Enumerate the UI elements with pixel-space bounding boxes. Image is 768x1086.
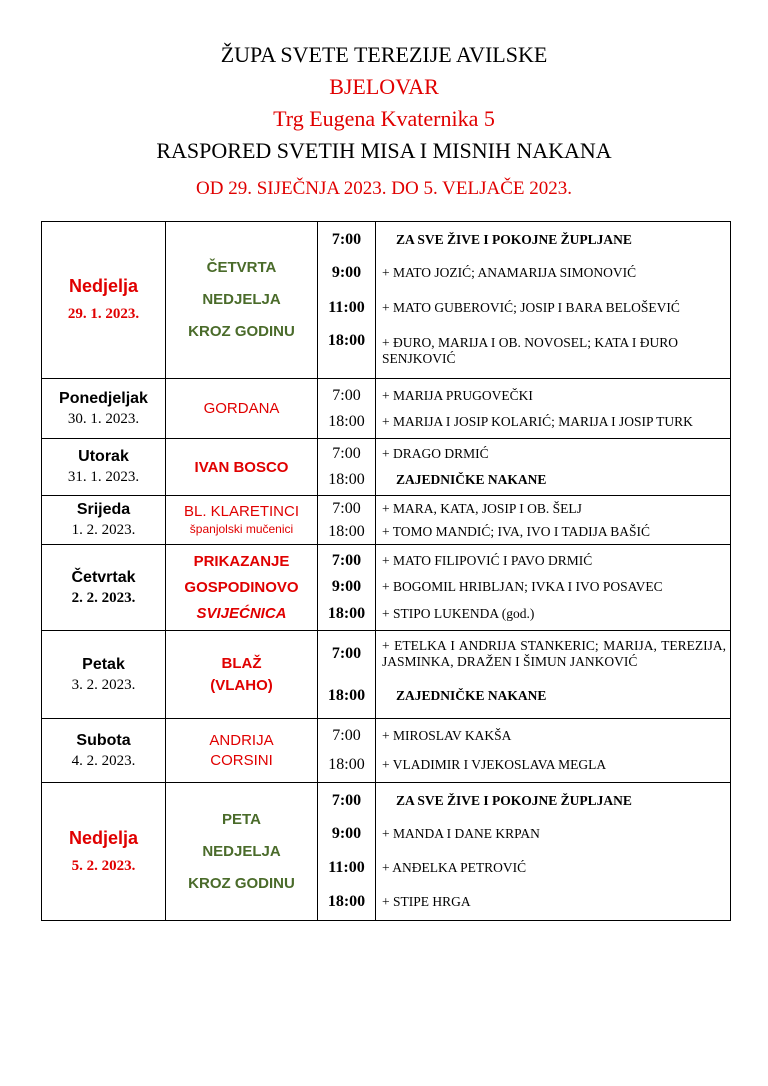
mass-intention: ZAJEDNIČKE NAKANE	[396, 687, 547, 703]
day-cell	[42, 783, 166, 921]
mass-time: 7:00	[332, 386, 361, 404]
day-date: 5. 2. 2023.	[71, 857, 136, 874]
date-range: OD 29. SIJEČNJA 2023. DO 5. VELJAČE 2023.	[196, 178, 572, 199]
mass-intention: + ĐURO, MARIJA I OB. NOVOSEL; KATA I ĐURO SENJKOVIĆ	[382, 335, 679, 366]
time-cell	[318, 222, 376, 379]
mass-time: 7:00	[332, 499, 361, 517]
saint-cell	[166, 719, 318, 783]
mass-time: 18:00	[327, 686, 366, 704]
mass-intention: + MARIJA I JOSIP KOLARIĆ; MARIJA I JOSIP TURK	[382, 413, 693, 429]
mass-intention: + STIPO LUKENDA (god.)	[382, 605, 535, 621]
mass-intention: + VLADIMIR I VJEKOSLAVA MEGLA	[382, 756, 607, 772]
mass-intention: + MATO FILIPOVIĆ I PAVO DRMIĆ	[382, 552, 593, 568]
day-name: Utorak	[78, 448, 129, 465]
mass-intention: + BOGOMIL HRIBLJAN; IVKA I IVO POSAVEC	[382, 578, 663, 594]
mass-time: 9:00	[331, 264, 362, 281]
saint-line: SVIJEĆNICA	[196, 604, 287, 622]
mass-intention: + DRAGO DRMIĆ	[382, 446, 489, 461]
saint-cell	[166, 439, 318, 496]
saint-cell	[166, 545, 318, 631]
day-cell	[42, 222, 166, 379]
day-name: Subota	[76, 731, 131, 749]
time-cell	[318, 719, 376, 783]
saint-line: BL. KLARETINCI	[183, 503, 300, 520]
intention-cell	[376, 631, 731, 719]
saint-line: GORDANA	[203, 400, 280, 417]
day-date: 31. 1. 2023.	[67, 469, 140, 485]
saint-line: ANDRIJA	[209, 731, 274, 749]
mass-intention: + MATO GUBEROVIĆ; JOSIP I BARA BELOŠEVIĆ	[382, 300, 680, 315]
city-name: BJELOVAR	[329, 74, 439, 99]
saint-line: IVAN BOSCO	[194, 458, 289, 476]
day-cell	[42, 379, 166, 439]
intention-cell	[376, 545, 731, 631]
saint-cell	[166, 631, 318, 719]
mass-time: 18:00	[328, 522, 365, 540]
saint-line: CORSINI	[210, 751, 273, 769]
day-date: 1. 2. 2023.	[71, 522, 136, 538]
day-name: Ponedjeljak	[59, 389, 148, 407]
intention-cell	[376, 496, 731, 545]
mass-time: 9:00	[331, 824, 362, 842]
table-row	[42, 496, 731, 545]
saint-line: španjolski mučenici	[189, 522, 294, 536]
table-row	[42, 783, 731, 921]
saint-cell	[166, 783, 318, 921]
mass-time: 18:00	[327, 332, 366, 349]
table-row	[42, 545, 731, 631]
day-cell	[42, 439, 166, 496]
mass-time: 9:00	[331, 577, 362, 595]
day-cell	[42, 496, 166, 545]
mass-time: 11:00	[328, 299, 365, 316]
day-name: Srijeda	[76, 501, 131, 518]
day-name: Nedjelja	[68, 276, 139, 296]
mass-time: 7:00	[331, 551, 362, 569]
table-row	[42, 439, 731, 496]
time-cell	[318, 439, 376, 496]
saint-cell	[166, 496, 318, 545]
mass-time: 18:00	[327, 892, 366, 910]
mass-intention: + TOMO MANDIĆ; IVA, IVO I TADIJA BAŠIĆ	[382, 523, 651, 539]
saint-cell	[166, 222, 318, 379]
day-name: Petak	[82, 655, 125, 673]
intention-cell	[376, 379, 731, 439]
table-row	[42, 379, 731, 439]
saint-line: PRIKAZANJE	[193, 552, 290, 570]
intention-cell	[376, 783, 731, 921]
mass-intention: + MIROSLAV KAKŠA	[382, 727, 512, 743]
mass-intention: + ANĐELKA PETROVIĆ	[382, 859, 527, 875]
day-date: 29. 1. 2023.	[67, 306, 140, 322]
saint-line: GOSPODINOVO	[184, 578, 299, 596]
saint-cell	[166, 379, 318, 439]
mass-time: 7:00	[332, 445, 361, 462]
table-row	[42, 222, 731, 379]
time-cell	[318, 496, 376, 545]
day-cell	[42, 631, 166, 719]
saint-line: BLAŽ	[221, 654, 262, 672]
intention-cell	[376, 222, 731, 379]
saint-line: (VLAHO)	[210, 676, 273, 694]
mass-time: 18:00	[328, 471, 365, 488]
day-name: Nedjelja	[68, 827, 139, 848]
table-row	[42, 631, 731, 719]
saint-line: PETA	[222, 810, 261, 828]
time-cell	[318, 379, 376, 439]
table-row	[42, 719, 731, 783]
mass-time: 18:00	[328, 412, 365, 430]
mass-time: 11:00	[328, 858, 365, 876]
intention-cell	[376, 719, 731, 783]
day-date: 3. 2. 2023.	[71, 676, 136, 693]
mass-intention: ZA SVE ŽIVE I POKOJNE ŽUPLJANE	[396, 232, 632, 247]
mass-time: 18:00	[328, 755, 365, 773]
time-cell	[318, 783, 376, 921]
time-cell	[318, 631, 376, 719]
day-cell	[42, 719, 166, 783]
mass-schedule-table	[41, 221, 731, 921]
mass-intention: + ETELKA I ANDRIJA STANKERIC; MARIJA, TEREZIJA, JASMINKA, DRAŽEN I ŠIMUN JANKOVIĆ	[382, 637, 726, 669]
parish-name: ŽUPA SVETE TEREZIJE AVILSKE	[220, 42, 548, 67]
address: Trg Eugena Kvaternika 5	[273, 106, 495, 131]
day-name: Četvrtak	[71, 568, 136, 586]
day-date: 4. 2. 2023.	[71, 752, 136, 769]
saint-line: KROZ GODINU	[188, 874, 295, 892]
time-cell	[318, 545, 376, 631]
saint-line: KROZ GODINU	[188, 323, 295, 340]
mass-intention: + MARIJA PRUGOVEČKI	[382, 387, 533, 403]
mass-time: 7:00	[332, 726, 361, 744]
mass-intention: + MANDA I DANE KRPAN	[382, 825, 540, 841]
schedule-title: RASPORED SVETIH MISA I MISNIH NAKANA	[156, 138, 612, 163]
mass-time: 18:00	[327, 604, 366, 622]
mass-time: 7:00	[331, 231, 362, 248]
day-date: 2. 2. 2023.	[71, 589, 136, 606]
mass-time: 7:00	[331, 791, 362, 809]
saint-line: ČETVRTA	[206, 259, 277, 276]
mass-intention: ZAJEDNIČKE NAKANE	[396, 472, 547, 487]
day-date: 30. 1. 2023.	[67, 410, 140, 427]
intention-cell	[376, 439, 731, 496]
saint-line: NEDJELJA	[202, 291, 281, 308]
mass-intention: ZA SVE ŽIVE I POKOJNE ŽUPLJANE	[396, 792, 632, 808]
mass-time: 7:00	[331, 644, 362, 662]
mass-intention: + STIPE HRGA	[382, 893, 471, 909]
mass-intention: + MATO JOZIĆ; ANAMARIJA SIMONOVIĆ	[382, 265, 637, 280]
mass-intention: + MARA, KATA, JOSIP I OB. ŠELJ	[382, 500, 582, 516]
saint-line: NEDJELJA	[202, 842, 281, 860]
day-cell	[42, 545, 166, 631]
